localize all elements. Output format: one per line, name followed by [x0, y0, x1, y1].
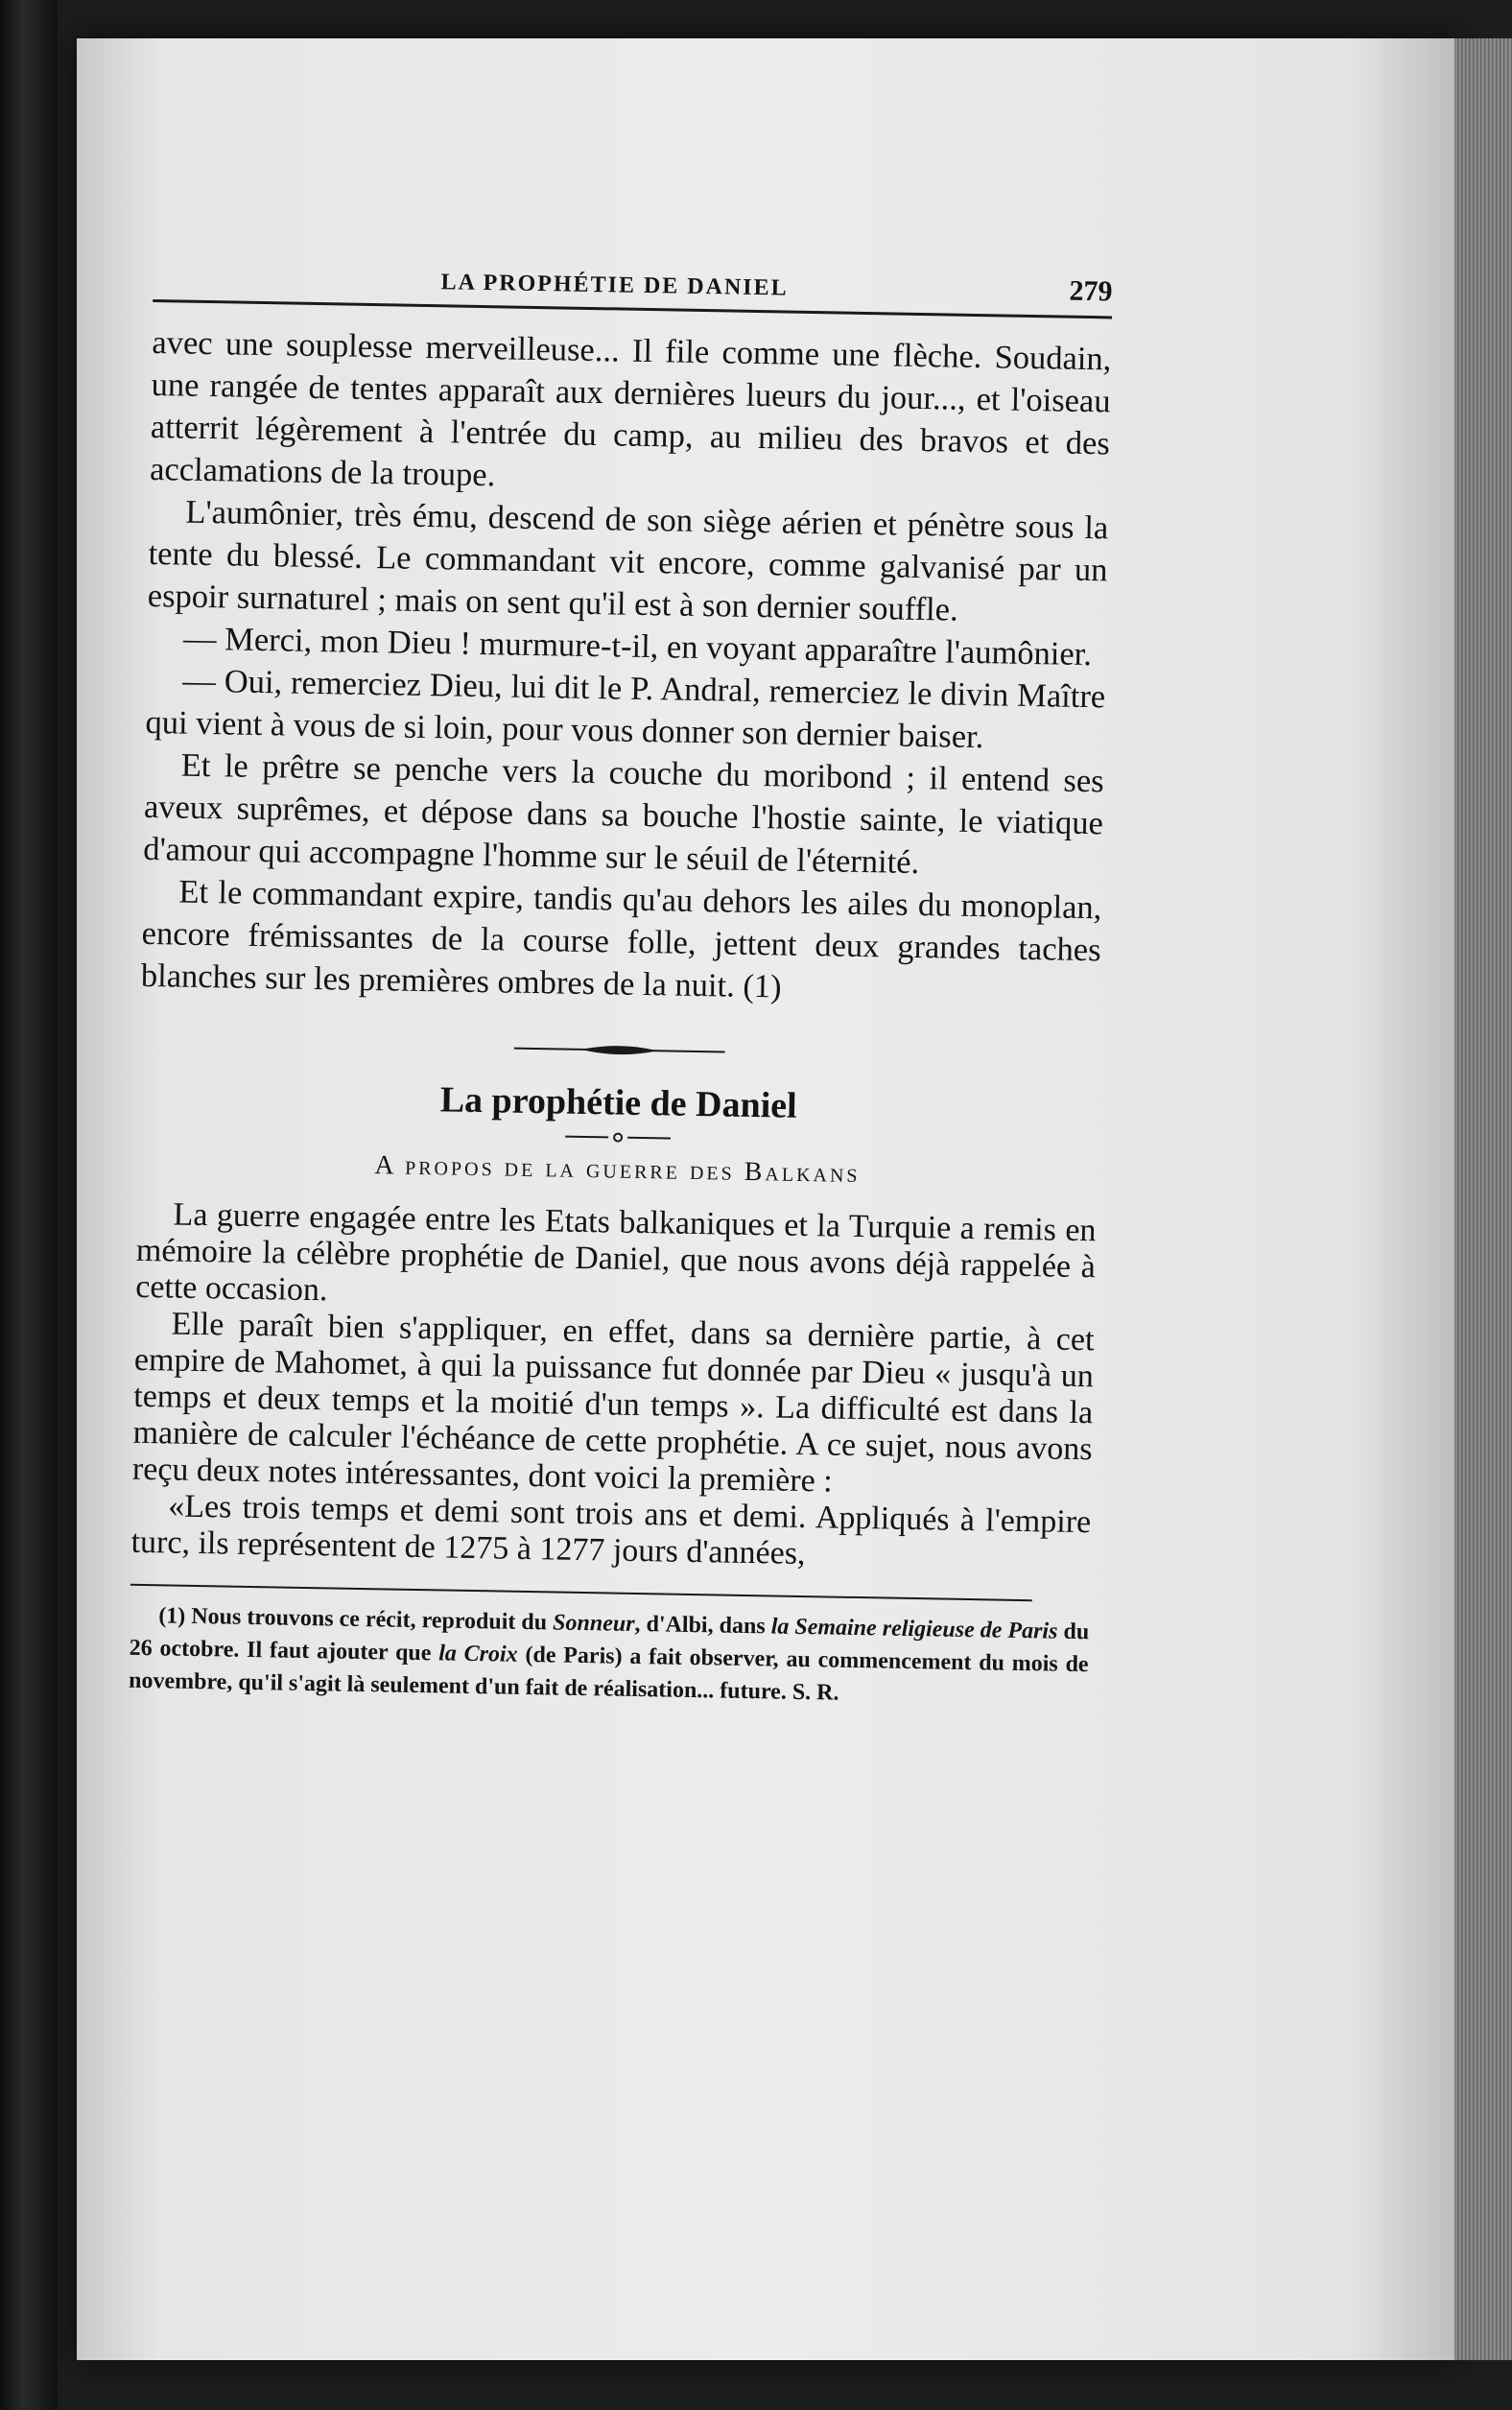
paragraph: La guerre engagée entre les Etats balkaniques et la Turquie a remis en mémoire la célèbre prophétie de Daniel, que nous avons déjà rappelée à cette occasion. — [134, 1196, 1097, 1309]
paragraph: L'aumônier, très ému, descend de son siège aérien et pénètre sous la tente du blessé. Le commandant vit encore, comme galvanisé par un espoir surnaturel ; mais on sent qu'il est à son dernier souffle. — [147, 493, 1109, 628]
page-number: 279 — [1069, 274, 1113, 308]
book-gutter-edge — [0, 0, 58, 2410]
section-ornament — [140, 1035, 1099, 1065]
section-title: La prophétie de Daniel — [439, 1079, 798, 1126]
paragraph: «Les trois temps et demi sont trois ans et demi. Appliqués à l'empire turc, ils représentent de 1275 à 1277 jours d'années, — [130, 1488, 1092, 1572]
footnote-rule — [130, 1584, 1032, 1601]
paragraph: Et le commandant expire, tandis qu'au dehors les ailes du monoplan, encore frémissantes de la course folle, jettent deux grandes taches blanches sur les premières ombres de la nuit. (1) — [140, 873, 1102, 1005]
page-text-block — [129, 259, 1113, 1713]
paragraph: — Oui, remerciez Dieu, lui dit le P. Andral, remerciez le divin Maître qui vient à vous de si loin, pour vous donner son dernier baiser. — [145, 662, 1106, 756]
page-stack-edge — [1454, 38, 1512, 2360]
running-title: LA PROPHÉTIE DE DANIEL — [440, 270, 789, 301]
paragraph: avec une souplesse merveilleuse... Il file comme une flèche. Soudain, une rangée de tentes apparaît aux dernières lueurs du jour..., et l'oiseau atterrit légèrement à l'entrée du camp, au milieu des bravos et des acclamations de la troupe. — [149, 323, 1112, 494]
footnote: (1) Nous trouvons ce récit, reproduit du Sonneur, d'Albi, dans la Semaine religieuse de Paris du 26 octobre. Il faut ajouter que la Croix (de Paris) a fait observer, au commencement du mois de novembre, qu'il s'agit là seulement d'un fait de réalisation... future. S. R. — [128, 1603, 1090, 1706]
paragraph: Elle paraît bien s'appliquer, en effet, dans sa dernière partie, à cet empire de Mahomet, à qui la puissance fut donnée par Dieu « jusqu'à un temps et deux temps et la moitié d'un temps ». La difficulté est dans la manière de calculer l'échéance de cette prophétie. A ce sujet, nous avons reçu deux notes intéressantes, dont voici la première : — [131, 1306, 1095, 1500]
paragraph: Et le prêtre se penche vers la couche du moribond ; il entend ses aveux suprêmes, et dépose dans sa bouche l'hostie sainte, le viatique d'amour qui accompagne l'homme sur le séuil de l'éternité. — [142, 746, 1104, 882]
section-subtitle: A propos de la guerre des Balkans — [374, 1150, 861, 1189]
paragraph: — Merci, mon Dieu ! murmure-t-il, en voyant apparaître l'aumônier. — [182, 620, 1093, 673]
